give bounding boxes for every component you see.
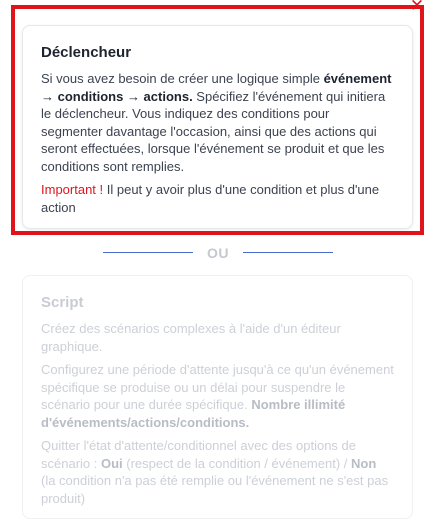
selection-highlight xyxy=(11,5,424,235)
script-p3-text-3: (la condition n'a pas été remplie ou l'événement ne s'est pas produit) xyxy=(41,473,389,506)
trigger-desc-bold: événement → conditions → actions. xyxy=(41,71,392,104)
script-p2-bold: Nombre illimité d'événements/actions/conditions. xyxy=(41,397,346,430)
trigger-desc-part-1: Si vous avez besoin de créer une logique simple xyxy=(41,71,324,86)
divider-line-left xyxy=(103,252,193,253)
script-paragraph-2 xyxy=(41,361,394,431)
close-icon[interactable]: ✕ xyxy=(409,0,425,15)
script-title: Script xyxy=(41,294,84,311)
trigger-desc-part-2: Spécifiez l'événement qui initiera le déclencheur. Vous indiquez des conditions pour segmenter davantage l'occasion, ainsi que des actions qui seront effectuées, lorsque l'événement se produit et que les conditions sont remplies. xyxy=(41,88,386,174)
or-label: OU xyxy=(207,245,229,261)
trigger-title: Déclencheur xyxy=(41,44,132,61)
script-p3-text-1: Quitter l'état d'attente/conditionnel avec des options de scénario : xyxy=(41,438,357,471)
divider-line-right xyxy=(243,252,333,253)
script-paragraph-1: Créez des scénarios complexes à l'aide d'un éditeur graphique. xyxy=(41,321,341,354)
script-option-card[interactable] xyxy=(22,275,413,519)
script-p2-text: Configurez une période d'attente jusqu'à ce qu'un événement spécifique se produise ou un délai pour suspendre le scénario pour une durée spécifique. xyxy=(41,362,394,412)
script-p3-oui: Oui xyxy=(100,455,123,471)
script-p3-non: Non xyxy=(351,455,377,471)
important-label: Important ! xyxy=(41,182,104,197)
script-paragraph-3 xyxy=(41,437,394,507)
script-p3-text-2: (respect de la condition / événement) / xyxy=(122,455,352,471)
important-text: Il peut y avoir plus d'une condition et plus d'une action xyxy=(41,182,380,215)
or-divider xyxy=(0,244,437,262)
